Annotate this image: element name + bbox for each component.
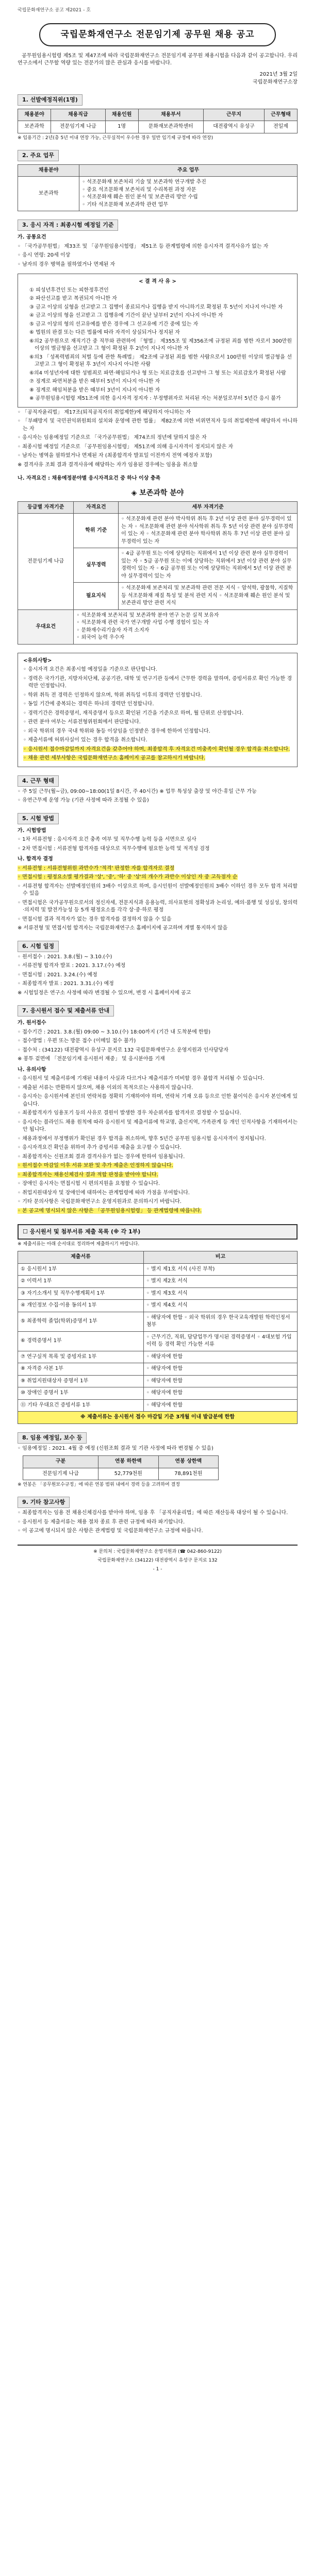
caution-item: ◦ 제출서류에 허위사실이 있는 경우 합격을 취소합니다. <box>23 737 147 743</box>
cell-location: 대전광역시 유성구 <box>203 121 264 133</box>
s8-note: ※ 연봉은 「공무원보수규정」에 따른 연봉 범위 내에서 경력 등을 고려하여 결정 <box>18 1482 180 1488</box>
duty-list <box>79 177 298 211</box>
disq-item: ④ 금고 이상의 형을 선고받고 그 집행유예 기간이 끝난 날부터 2년이 지나지 아니한 자 <box>29 313 223 319</box>
disq-item: ⑤ 금고 이상의 형의 선고유예를 받은 경우에 그 선고유예 기간 중에 있는 자 <box>29 321 199 327</box>
disq-item: ⑦ 징계로 파면처분을 받은 때부터 5년이 지나지 아니한 자 <box>29 379 160 385</box>
doc-name: ⑩ 장애인 증명서 1부 <box>18 1387 144 1400</box>
schedule-item: ◦ 서류전형 합격자 발표 : 2021. 3.17.(수) 예정 <box>18 963 126 969</box>
th-location: 근무지 <box>203 109 264 121</box>
pass-highlight: ◦ 면접시험 : 평정요소별 평가결과 '상', '중', '하' 중 '상'의 개수가 과반수 이상인 자 중 고득점자 순 <box>18 874 238 880</box>
disq-item: ② 파산선고를 받고 복권되지 아니한 자 <box>29 296 117 302</box>
s7-sub-apply: 가. 원서접수 <box>18 1020 46 1026</box>
salary-grade: 전문임기제 나급 <box>23 1468 98 1480</box>
disq-item: ① 피성년후견인 또는 피한정후견인 <box>29 287 109 293</box>
th-duty-desc: 주요 업무 <box>79 164 298 177</box>
req-detail: ◦ 석조문화재 관련 분야 박사학위 취득 후 2년 이상 관련 분야 실무경력이 있는 자 ◦ 석조문화재 관련 분야 석사학위 취득 후 5년 이상 관련 분야 실무경력이 있는 자 ◦ 석조문화재 관련 분야 학사학위 취득 후 7년 이상 관련 분야 실무경력이 있는 자 <box>119 514 298 548</box>
apply-note: ◦ 기타 문의사항은 국립문화재연구소 운영지원과로 문의하시기 바랍니다. <box>18 1199 182 1205</box>
caution-item: ◦ 응시자격 요건은 최종시험 예정일을 기준으로 판단합니다. <box>23 667 157 673</box>
pass-item: ※ 서류전형 및 면접시험 합격자는 국립문화재연구소 홈페이지에 공고하며 개별 통지하지 않음 <box>18 925 228 931</box>
s3-sub-requirements: 나. 자격요건 : 채용예정분야별 응시자격요건 중 하나 이상 충족 <box>18 476 161 482</box>
apply-note: ◦ 취업지원대상자 및 장애인에 대하여는 관계법령에 따라 가점을 부여합니다. <box>18 1190 190 1196</box>
doc-remark: ◦ 해당자에 한함 <box>143 1351 297 1363</box>
req-detail: ◦ 석조문화재 보존처리 및 보존과학 관련 전문 지식 ◦ 암석학, 광물학, 지질학 등 석조문화재 재질 특성 및 분석 관련 지식 ◦ 석조문화재 훼손 원인 분석 및 보존관리 방안 관련 지식 <box>119 583 298 610</box>
section-3-title: 3. 응시 자격 : 최종시험 예정일 기준 <box>18 219 118 231</box>
doc-name: ① 응시원서 1부 <box>18 1263 144 1276</box>
doc-remark: ◦ 해당자에 한함 <box>143 1363 297 1376</box>
s7-sub-notes: 나. 유의사항 <box>18 1066 46 1073</box>
page-title: 국립문화재연구소 전문임기제 공무원 채용 공고 <box>39 23 276 46</box>
th-salary-min: 연봉 하한액 <box>98 1456 158 1468</box>
doc-remark: ◦ 별지 제2호 서식 <box>143 1276 297 1288</box>
th-duty-field: 채용분야 <box>18 164 79 177</box>
apply-note: ◦ 응시자격요건 확인을 위하여 추가 증빙서류 제출을 요구할 수 있습니다. <box>18 1145 182 1151</box>
pass-item: ◦ 서류전형 합격자는 선발예정인원의 3배수 이상으로 하며, 응시인원이 선발예정인원의 3배수 이하인 경우 모두 합격 처리할 수 있음 <box>18 883 298 897</box>
disq-title: < 결 격 사 유 > <box>139 279 176 285</box>
req-label: 실무경력 <box>74 548 119 583</box>
caution-item: ◦ 경력기간은 경력증명서, 재직증명서 등으로 확인된 기간을 기준으로 하며, 월 단위로 산정합니다. <box>23 710 244 716</box>
extra-item: ◦ 「공직자윤리법」 제17조(퇴직공직자의 취업제한)에 해당하지 아니하는 자 <box>18 409 191 415</box>
duties-table <box>18 164 298 212</box>
doc-name: ⑤ 최종학력 졸업(학위)증명서 1부 <box>18 1312 144 1331</box>
req-label: 필요지식 <box>74 583 119 610</box>
disqualification-box <box>18 274 298 408</box>
req-grade: 전문임기제 나급 <box>18 514 74 610</box>
th-salary-max: 연봉 상한액 <box>158 1456 219 1468</box>
doc-name: ⑦ 연구실적 목록 및 증빙자료 1부 <box>18 1351 144 1363</box>
req-detail: ◦ 4급 공무원 또는 이에 상당하는 직위에서 1년 이상 관련 분야 실무경력이 있는 자 ◦ 5급 공무원 또는 이에 상당하는 직위에서 3년 이상 관련 분야 실무경력이 있는 자 ◦ 6급 공무원 또는 이에 상당하는 직위에서 5년 이상 관련 분야 실무경력이 있는 자 <box>119 548 298 583</box>
th-count: 채용인원 <box>105 109 138 121</box>
etc-item: ◦ 최종합격자는 임용 전 채용신체검사를 받아야 하며, 임용 후 「공직자윤리법」에 따른 재산등록 대상이 될 수 있습니다. <box>18 1510 288 1516</box>
s8-body: ◦ 임용예정일 : 2021. 4월 중 예정 (신원조회 결과 및 기관 사정에 따라 변경될 수 있음) <box>18 1445 213 1451</box>
footer-org: 국립문화재연구소 (34122) 대전광역시 유성구 문지로 132 <box>97 1557 218 1563</box>
method-item: ◦ 2차 면접시험 : 서류전형 합격자를 대상으로 직무수행에 필요한 능력 및 적격성 검정 <box>18 845 210 852</box>
section-2-title: 2. 주요 업무 <box>18 150 59 161</box>
doc-name: ③ 자기소개서 및 직무수행계획서 1부 <box>18 1287 144 1300</box>
doc-name: ② 이력서 1부 <box>18 1276 144 1288</box>
doc-remark: ◦ 별지 제4호 서식 <box>143 1300 297 1312</box>
th-remark: 비고 <box>143 1251 297 1264</box>
etc-item: ◦ 응시원서 등 제출서류는 채용 절차 종료 후 관련 규정에 따라 파기합니다. <box>18 1519 185 1525</box>
common-item: ◦ 「국가공무원법」 제33조 및 「공무원임용시험령」 제51조 등 관계법령에 의한 응시자격 결격사유가 없는 자 <box>18 243 269 249</box>
attachments-table <box>18 1251 298 1424</box>
etc-item: ◦ 이 공고에 명시되지 않은 사항은 관계법령 및 국립문화재연구소 규정에 따릅니다. <box>18 1528 203 1534</box>
pref-item: ◦ 외국어 능력 우수자 <box>76 635 125 641</box>
cell-field: 보존과학 <box>18 121 51 133</box>
pref-label: 우대요건 <box>18 609 74 644</box>
disq-item: ⑧ 징계로 해임처분을 받은 때부터 3년이 지나지 아니한 자 <box>29 387 160 393</box>
th-worktype: 근무형태 <box>264 109 297 121</box>
apply-item: ◦ 접수방법 : 우편 또는 방문 접수 (이메일 접수 불가) <box>18 1038 136 1044</box>
cell-count: 1명 <box>105 121 138 133</box>
doc-remark: ◦ 해당자에 한함 <box>143 1399 297 1412</box>
caution-item: ◦ 관련 분야 여부는 서류전형위원회에서 판단합니다. <box>23 719 141 725</box>
apply-highlight: ◦ 최종합격자는 채용신체검사 결과 적합 판정을 받아야 합니다. <box>18 1172 158 1178</box>
attachments-subtitle: ※ 제출서류는 아래 순서대로 정리하여 제출하시기 바랍니다. <box>18 1242 140 1247</box>
doc-remark: ◦ 근무기간, 직위, 담당업무가 명시된 경력증명서 ◦ 4대보험 가입 이력 등 경력 확인 가능한 서류 <box>143 1331 297 1351</box>
extra-item: ◦ 응시자는 임용예정일 기준으로 「국가공무원법」 제74조의 정년에 달하지 않은 자 <box>18 435 207 441</box>
intro-text: 공무원임용시험령 제5조 및 제47조에 따라 국립문화재연구소 전문임기제 공무원 채용시험을 다음과 같이 공고합니다. 우리 연구소에서 근무할 역량 있는 전문가의 많은 관심과 응시를 바랍니다. <box>18 53 298 66</box>
duty-item: ◦ 석조문화재 보존처리 기술 및 보존과학 연구개발 추진 <box>82 179 206 185</box>
th-grade-criteria: 등급별 자격기준 <box>18 501 74 514</box>
apply-note: ◦ 응시원서 및 제출서류에 기재된 내용이 사실과 다르거나 제출서류가 미비할 경우 불합격 처리될 수 있습니다. <box>18 1076 265 1082</box>
section-6-title: 6. 시험 일정 <box>18 941 59 952</box>
doc-remark: ◦ 별지 제3호 서식 <box>143 1287 297 1300</box>
doc-name: ⑥ 경력증명서 1부 <box>18 1331 144 1351</box>
doc-name: ⑪ 기타 우대요건 증빙서류 1부 <box>18 1399 144 1412</box>
section-4-title: 4. 근무 형태 <box>18 775 59 787</box>
extra-item: ◦ 「부패방지 및 국민권익위원회의 설치와 운영에 관한 법률」 제82조에 의한 비위면직자 등의 취업제한에 해당하지 아니하는 자 <box>18 418 298 432</box>
apply-highlight: ◦ 본 공고에 명시되지 않은 사항은 「공무원임용시험령」 등 관계법령에 따릅니다. <box>18 1208 202 1214</box>
apply-item: ◦ 접수기간 : 2021. 3.8.(월) 09:00 ~ 3.10.(수) 18:00까지 (기간 내 도착분에 한함) <box>18 1029 211 1035</box>
pass-item: ◦ 면접시험 결과 적격자가 없는 경우 합격자를 결정하지 않을 수 있음 <box>18 916 172 922</box>
section-1-title: 1. 선발예정직위(1명) <box>18 94 83 106</box>
th-dept: 채용부서 <box>138 109 203 121</box>
attachments-title: ☐ 응시원서 및 첨부서류 제출 목록 (※ 각 1부) <box>18 1224 298 1240</box>
attachments-footnote: ※ 제출서류는 응시원서 접수 마감일 기준 3개월 이내 발급분에 한함 <box>18 1412 298 1424</box>
s5-sub-method: 가. 시험방법 <box>18 827 46 834</box>
disq-item: ⑥의4 미성년자에 대한 성범죄로 파면·해임되거나 형 또는 치료감호를 선고받아 그 형 또는 치료감호가 확정된 사람 <box>29 370 286 376</box>
apply-note: ◦ 응시자는 블라인드 채용 원칙에 따라 응시원서 및 제출서류에 학교명, 출신지역, 가족관계 등 개인 인적사항을 기재하여서는 안 됩니다. <box>18 1119 298 1133</box>
method-item: ◦ 1차 서류전형 : 응시자격 요건 충족 여부 및 직무수행 능력 등을 서면으로 심사 <box>18 837 196 843</box>
pass-highlight: ◦ 서류전형 : 서류전형위원 과반수가 '적격' 판정한 자를 합격자로 결정 <box>18 865 175 871</box>
caution-item: ◦ 경력은 국가기관, 지방자치단체, 공공기관, 대학 및 연구기관 등에서 근무한 경력을 말하며, 증빙서류로 확인 가능한 경력만 인정합니다. <box>23 675 292 689</box>
announcement-number: 국립문화재연구소 공고 제2021 - 호 <box>18 8 91 13</box>
duty-field: 보존과학 <box>18 177 79 211</box>
doc-remark: ◦ 해당자에 한함 ◦ 외국 학위의 경우 한국교육개발원 학력인정서 첨부 <box>143 1312 297 1331</box>
th-grade: 채용직급 <box>51 109 106 121</box>
th-salary-type: 구분 <box>23 1456 98 1468</box>
pref-item: ◦ 석조문화재 보존처리 및 보존과학 분야 연구 논문 실적 보유자 <box>76 612 219 618</box>
caution-highlight: ◦ 응시원서 접수마감일까지 자격요건을 갖추어야 하며, 최종합격 후 자격요건 미충족이 확인될 경우 합격을 취소합니다. <box>23 746 290 752</box>
th-doc: 제출서류 <box>18 1251 144 1264</box>
extra-item: ※ 결격사유 조회 결과 결격사유에 해당하는 자가 임용된 경우에는 임용을 취소함 <box>18 462 198 468</box>
common-item: ◦ 남자의 경우 병역을 필하였거나 면제된 자 <box>18 261 116 267</box>
s4-body: ◦ 주 5일 근무(월~금), 09:00~18:00(1일 8시간, 주 40시간) ※ 업무 특성상 출장 및 야간·휴일 근무 가능 <box>18 788 257 794</box>
section-8-title: 8. 임용 예정일, 보수 등 <box>18 1432 87 1444</box>
disq-item: ⑥의2 공무원으로 재직기간 중 직무와 관련하여 「형법」 제355조 및 제356조에 규정된 죄를 범한 자로서 300만원 이상의 벌금형을 선고받고 그 형이 확정된 후 2년이 지나지 아니한 자 <box>29 338 292 352</box>
req-label: 학위 기준 <box>74 514 119 548</box>
cell-dept: 문화재보존과학센터 <box>138 121 203 133</box>
s4-body: ◦ 유연근무제 운영 가능 (기관 사정에 따라 조정될 수 있음) <box>18 798 149 804</box>
cell-worktype: 전일제 <box>264 121 297 133</box>
schedule-item: ◦ 최종합격자 발표 : 2021. 3.31.(수) 예정 <box>18 981 114 987</box>
pass-item: ◦ 면접시험은 국가공무원으로서의 정신자세, 전문지식과 응용능력, 의사표현의 정확성과 논리성, 예의·품행 및 성실성, 창의력·의지력 및 발전가능성 등 5개 평정요소를 각각 상·중·하로 평정 <box>18 900 298 913</box>
section-7-title: 7. 응시원서 접수 및 제출서류 안내 <box>18 1005 114 1016</box>
pref-list <box>74 609 298 644</box>
date-block <box>18 71 298 86</box>
positions-table <box>18 109 298 133</box>
issuer: 국립문화재연구소장 <box>253 79 298 85</box>
pref-item: ◦ 문화재수리기술자 자격 소지자 <box>76 627 150 633</box>
cautions-title: <유의사항> <box>23 657 52 664</box>
extra-item: ◦ 최종시험 예정일 기준으로 「공무원임용시험령」 제51조에 의해 응시자격이 정지되지 않은 자 <box>18 444 234 450</box>
schedule-item: ◦ 원서접수 : 2021. 3.8.(월) ~ 3.10.(수) <box>18 954 112 960</box>
salary-min: 52,779천원 <box>98 1468 158 1480</box>
schedule-item: ※ 시험일정은 연구소 사정에 따라 변경될 수 있으며, 변경 시 홈페이지에 공고 <box>18 990 191 996</box>
caution-highlight: ◦ 채용 관련 세부사항은 국립문화재연구소 홈페이지 공고를 참고하시기 바랍니다. <box>23 755 206 761</box>
duty-item: ◦ 석조문화재 훼손 원인 분석 및 보존관리 방안 수립 <box>82 194 198 200</box>
doc-name: ⑨ 취업지원대상자 증명서 1부 <box>18 1375 144 1387</box>
pref-item: ◦ 석조문화재 관련 국가 연구개발 사업 수행 경험이 있는 자 <box>76 620 209 626</box>
disq-item: ③ 금고 이상의 실형을 선고받고 그 집행이 종료되거나 집행을 받지 아니하기로 확정된 후 5년이 지나지 아니한 자 <box>29 304 283 310</box>
section-9-title: 9. 기타 참고사항 <box>18 1497 70 1508</box>
requirements-table <box>18 501 298 645</box>
apply-note: ◦ 채용과정에서 부정행위가 확인된 경우 합격을 취소하며, 향후 5년간 공무원 임용시험 응시자격이 정지됩니다. <box>18 1136 266 1142</box>
s5-sub-pass: 나. 합격자 결정 <box>18 856 53 862</box>
apply-note: ◦ 최종합격자가 임용포기 등의 사유로 결원이 발생한 경우 차순위자를 합격자로 결정할 수 있습니다. <box>18 1110 241 1116</box>
doc-name: ⑧ 자격증 사본 1부 <box>18 1363 144 1376</box>
disq-item: ⑥의3 「성폭력범죄의 처벌 등에 관한 특례법」 제2조에 규정된 죄를 범한 사람으로서 100만원 이상의 벌금형을 선고받고 그 형이 확정된 후 3년이 지나지 아니한 사람 <box>29 354 292 368</box>
th-field: 채용분야 <box>18 109 51 121</box>
caution-item: ◦ 학위 취득 전 경력은 인정하지 않으며, 학위 취득일 이후의 경력만 인정합니다. <box>23 692 202 698</box>
s3-sub-common: 가. 공통요건 <box>18 234 46 241</box>
disq-item: ※ 공무원임용시험령 제51조에 의한 응시자격 정지자 : 부정행위자로 처리된 자는 처분일로부터 5년간 응시 불가 <box>29 396 281 402</box>
salary-max: 78,891천원 <box>158 1468 219 1480</box>
apply-note: ◦ 최종합격자는 신원조회 결과 결격사유가 없는 경우에 한하여 임용됩니다. <box>18 1154 185 1160</box>
apply-highlight: ◦ 원서접수 마감일 이후 서류 보완 및 추가 제출은 인정하지 않습니다. <box>18 1163 173 1169</box>
s1-note: ※ 임용기간 : 2년(총 5년 이내 연장 가능, 근무실적이 우수한 경우 일반 임기제 규정에 따라 연장) <box>18 135 213 141</box>
disq-item: ⑥ 법원의 판결 또는 다른 법률에 따라 자격이 상실되거나 정지된 자 <box>29 330 180 336</box>
page-number: - 1 - <box>153 1566 162 1572</box>
doc-remark: ◦ 별지 제1호 서식 (사진 부착) <box>143 1263 297 1276</box>
th-req: 자격요건 <box>74 501 119 514</box>
apply-item: ※ 봉투 겉면에 「전문임기제 응시원서 재중」 및 응시분야를 기재 <box>18 1056 165 1062</box>
section-5-title: 5. 시험 방법 <box>18 813 59 824</box>
caution-item: ◦ 동일 기간에 중복되는 경력은 하나의 경력만 인정합니다. <box>23 701 154 707</box>
apply-note: ◦ 장애인 응시자는 면접시험 시 편의지원을 요청할 수 있습니다. <box>18 1181 160 1187</box>
apply-note: ◦ 제출된 서류는 반환하지 않으며, 채용 이외의 목적으로는 사용하지 않습니다. <box>18 1084 193 1091</box>
apply-note: ◦ 응시자는 응시원서에 본인의 연락처를 정확히 기재하여야 하며, 연락처 기재 오류 등으로 인한 불이익은 응시자 본인에게 있습니다. <box>18 1094 298 1107</box>
doc-name: ④ 개인정보 수집·이용 동의서 1부 <box>18 1300 144 1312</box>
common-item: ◦ 응시 연령: 20세 이상 <box>18 252 71 259</box>
duty-item: ◦ 중요 석조문화재 보존처리 및 수리복원 과정 자문 <box>82 187 196 193</box>
caution-item: ◦ 외국 학위의 경우 국내 학위와 동등 이상임을 인정받은 경우에 한하여 인정합니다. <box>23 728 210 734</box>
doc-remark: ◦ 해당자에 한함 <box>143 1387 297 1400</box>
duty-item: ◦ 기타 석조문화재 보존과학 관련 업무 <box>82 201 168 208</box>
salary-table <box>23 1455 219 1480</box>
th-req-detail: 세부 자격기준 <box>119 501 298 514</box>
apply-item: ◦ 접수처 : (34122) 대전광역시 유성구 문지로 132 국립문화재연구소 운영지원과 인사담당자 <box>18 1047 228 1053</box>
extra-item: ◦ 남자는 병역을 필하였거나 면제된 자 (최종합격자 발표일 이전까지 전역 예정자 포함) <box>18 453 212 459</box>
footer-contact: ※ 문의처 : 국립문화재연구소 운영지원과 (☎ 042-860-9122) <box>18 1545 298 1555</box>
doc-remark: ◦ 해당자에 한함 <box>143 1375 297 1387</box>
cautions-box <box>18 653 298 767</box>
announcement-date: 2021년 3월 2일 <box>259 71 298 77</box>
cell-grade: 전문임기제 나급 <box>51 121 106 133</box>
field-pill: ◈ 보존과학 분야 <box>131 488 184 497</box>
schedule-item: ◦ 면접시험 : 2021. 3.24.(수) 예정 <box>18 972 97 978</box>
